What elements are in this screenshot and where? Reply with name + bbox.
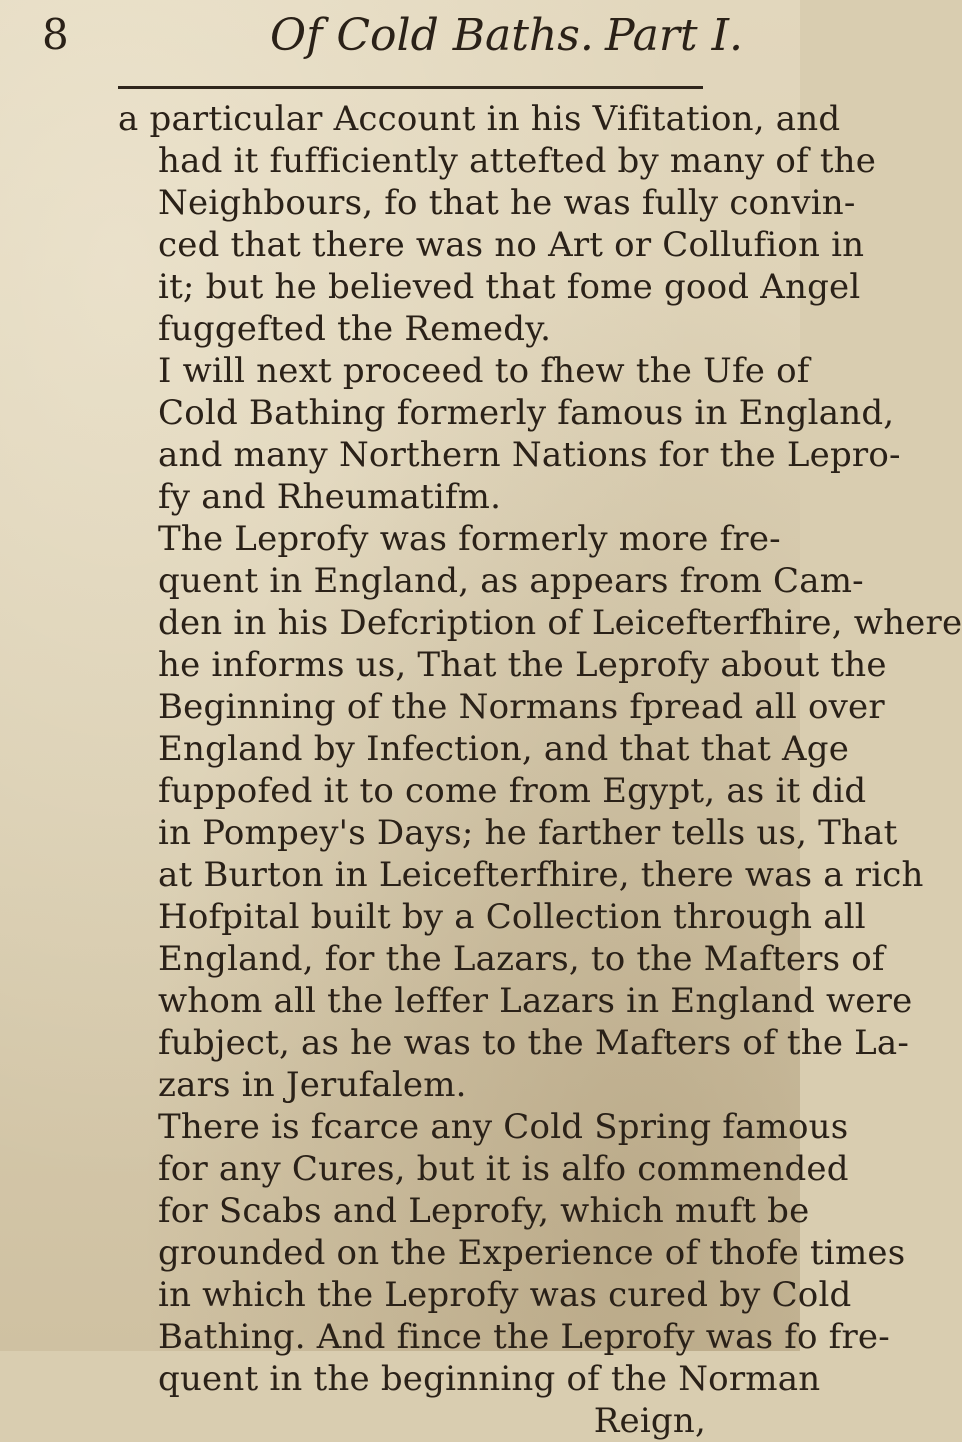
text-line: whom all the leffer Lazars in England were xyxy=(158,981,913,1021)
body-text xyxy=(118,98,962,1442)
text-line: had it fufficiently attefted by many of the xyxy=(158,141,877,181)
text-line: quent in England, as appears from Cam- xyxy=(158,561,864,601)
running-title: Of Cold Baths. xyxy=(270,10,594,61)
text-line: fy and Rheumatifm. xyxy=(158,477,502,517)
text-line: fuppofed it to come from Egypt, as it did xyxy=(158,771,867,811)
header-rule xyxy=(118,86,703,89)
text-line: for any Cures, but it is alfo commended xyxy=(158,1149,849,1189)
text-line: in Pompey's Days; he farther tells us, That xyxy=(158,813,898,853)
text-line: at Burton in Leicefterfhire, there was a rich xyxy=(158,855,924,895)
text-line: Hofpital built by a Collection through all xyxy=(158,897,866,937)
text-line: and many Northern Nations for the Lepro- xyxy=(158,435,901,475)
text-line: he informs us, That the Leprofy about the xyxy=(158,645,887,685)
page-number: 8 xyxy=(42,10,69,59)
running-head xyxy=(0,8,800,72)
text-line: in which the Leprofy was cured by Cold xyxy=(158,1275,852,1315)
text-line: fubject, as he was to the Mafters of the La- xyxy=(158,1023,910,1063)
text-line: Cold Bathing formerly famous in England, xyxy=(158,393,895,433)
text-line: it; but he believed that fome good Angel xyxy=(158,267,861,307)
text-line: There is fcarce any Cold Spring famous xyxy=(158,1107,849,1147)
text-line: The Leprofy was formerly more fre- xyxy=(158,519,781,559)
text-line: a particular Account in his Vifitation, and xyxy=(118,99,841,139)
text-line: England, for the Lazars, to the Mafters of xyxy=(158,939,885,979)
text-line: Bathing. And fince the Leprofy was fo fre- xyxy=(158,1317,890,1357)
text-line: zars in Jerufalem. xyxy=(158,1065,467,1105)
text-line: den in his Defcription of Leicefterfhire, where xyxy=(158,603,962,643)
part-label: Part I. xyxy=(605,10,743,61)
text-line: fuggefted the Remedy. xyxy=(158,309,552,349)
text-line: England by Infection, and that that Age xyxy=(158,729,850,769)
text-line: quent in the beginning of the Norman xyxy=(158,1359,821,1399)
text-line: I will next proceed to fhew the Ufe of xyxy=(158,351,810,391)
text-line: grounded on the Experience of thofe times xyxy=(158,1233,906,1273)
catchword-line: Reign, xyxy=(593,1401,706,1441)
text-line: for Scabs and Leprofy, which muft be xyxy=(158,1191,810,1231)
text-line: Beginning of the Normans fpread all over xyxy=(158,687,885,727)
text-line: Neighbours, fo that he was fully convin- xyxy=(158,183,856,223)
text-line: ced that there was no Art or Collufion in xyxy=(158,225,865,265)
